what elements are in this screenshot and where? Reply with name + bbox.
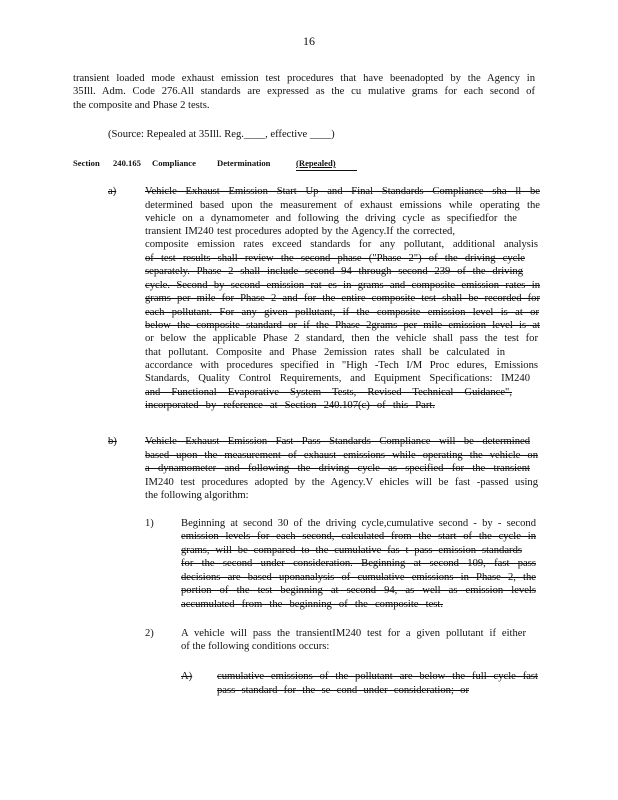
item-2-line-2: of the following conditions occurs: bbox=[181, 641, 330, 652]
item-1-line-1: Beginning at second 30 of the driving cycle,cumulative second - by - second bbox=[181, 518, 536, 529]
item-a-line-1: cumulative emissions of the pollutant are below the full cycle fast bbox=[217, 671, 538, 682]
intro-line-3: the composite and Phase 2 tests. bbox=[73, 100, 210, 111]
item-1-line-6: portion of the test beginning at second 94, as well as emission levels bbox=[181, 585, 536, 596]
para-a-line-3: vehicle on a dynamometer and following the driving cycle as specifiedfor the bbox=[145, 213, 517, 224]
item-1-line-3: grams, will be compared to the cumulative fas t pass emission standards bbox=[181, 545, 522, 556]
item-1-label: 1) bbox=[145, 518, 154, 529]
para-a-line-1: Vehicle Exhaust Emission Start Up and Final Standards Compliance sha ll be bbox=[145, 186, 540, 197]
intro-line-1: transient loaded mode exhaust emission test procedures that have beenadopted by the Agency in bbox=[73, 73, 535, 84]
section-label: Section bbox=[73, 158, 100, 168]
para-a-line-6: of test results shall review the second phase ("Phase 2") of the driving cycle bbox=[145, 253, 525, 264]
para-b-label: b) bbox=[108, 436, 117, 447]
para-a-line-7: separately. Phase 2 shall include second 94 through second 239 of the driving bbox=[145, 266, 523, 277]
para-b-line-3: a dynamometer and following the driving cycle as specified for the transient bbox=[145, 463, 530, 474]
section-status: (Repealed) bbox=[296, 158, 336, 168]
intro-line-2: 35Ill. Adm. Code 276.All standards are expressed as the cu mulative grams for each second of bbox=[73, 86, 535, 97]
para-a-label: a) bbox=[108, 186, 117, 197]
para-a-line-15: Standards, Quality Control Requirements, and Equipment Specifications: IM240 bbox=[145, 373, 530, 384]
page-number: 16 bbox=[303, 34, 315, 48]
section-number: 240.165 bbox=[113, 158, 141, 168]
para-a-line-10: each pollutant. For any given pollutant, if the composite emission level is at or bbox=[145, 307, 539, 318]
para-a-line-17: incorporated by reference at Section 240.107(c) of this Part. bbox=[145, 400, 435, 411]
para-a-line-16: and Functional Evaporative System Tests, Revised Technical Guidance", bbox=[145, 387, 512, 398]
para-a-line-12: or below the applicable Phase 2 standard, then the vehicle shall pass the test for bbox=[145, 333, 538, 344]
item-2-line-1: A vehicle will pass the transientIM240 test for a given pollutant if either bbox=[181, 628, 526, 639]
item-2-label: 2) bbox=[145, 628, 154, 639]
section-underline bbox=[296, 170, 357, 171]
para-a-line-13: that pollutant. Composite and Phase 2emission rates shall be calculated in bbox=[145, 347, 505, 358]
para-b-line-1: Vehicle Exhaust Emission Fast Pass Standards Compliance will be determined bbox=[145, 436, 530, 447]
para-a-line-9: grams per mile for Phase 2 and for the entire composite test shall be recorded for bbox=[145, 293, 540, 304]
para-a-line-4: transient IM240 test procedures adopted by the Agency.If the corrected, bbox=[145, 226, 455, 237]
item-1-line-2: emission levels for each second, calculated from the start of the cycle in bbox=[181, 531, 536, 542]
para-b-line-5: the following algorithm: bbox=[145, 490, 249, 501]
item-1-line-5: decisions are based uponanalysis of cumulative emissions in Phase 2, the bbox=[181, 572, 536, 583]
section-title-2: Determination bbox=[217, 158, 271, 168]
para-b-line-2: based upon the measurement of exhaust emissions while operating the vehicle on bbox=[145, 450, 538, 461]
section-title: Compliance bbox=[152, 158, 196, 168]
item-1-line-7: accumulated from the beginning of the composite test. bbox=[181, 599, 443, 610]
item-a-label: A) bbox=[181, 671, 193, 682]
item-1-line-4: for the second under consideration. Beginning at second 109, fast pass bbox=[181, 558, 536, 569]
para-a-line-2: determined based upon the measurement of exhaust emissions while operating the bbox=[145, 200, 540, 211]
para-a-line-5: composite emission rates exceed standards for any pollutant, additional analysis bbox=[145, 239, 538, 250]
source-note: (Source: Repealed at 35Ill. Reg.____, effective ____) bbox=[108, 129, 335, 140]
para-a-line-8: cycle. Second by second emission rat es in grams and composite emission rates in bbox=[145, 280, 540, 291]
item-a-line-2: pass standard for the se cond under consideration; or bbox=[217, 685, 469, 696]
para-b-line-4: IM240 test procedures adopted by the Agency.V ehicles will be fast -passed using bbox=[145, 477, 538, 488]
para-a-line-11: below the composite standard or if the Phase 2grams per mile emission level is at bbox=[145, 320, 540, 331]
para-a-line-14: accordance with procedures specified in "High -Tech I/M Proc edures, Emissions bbox=[145, 360, 538, 371]
